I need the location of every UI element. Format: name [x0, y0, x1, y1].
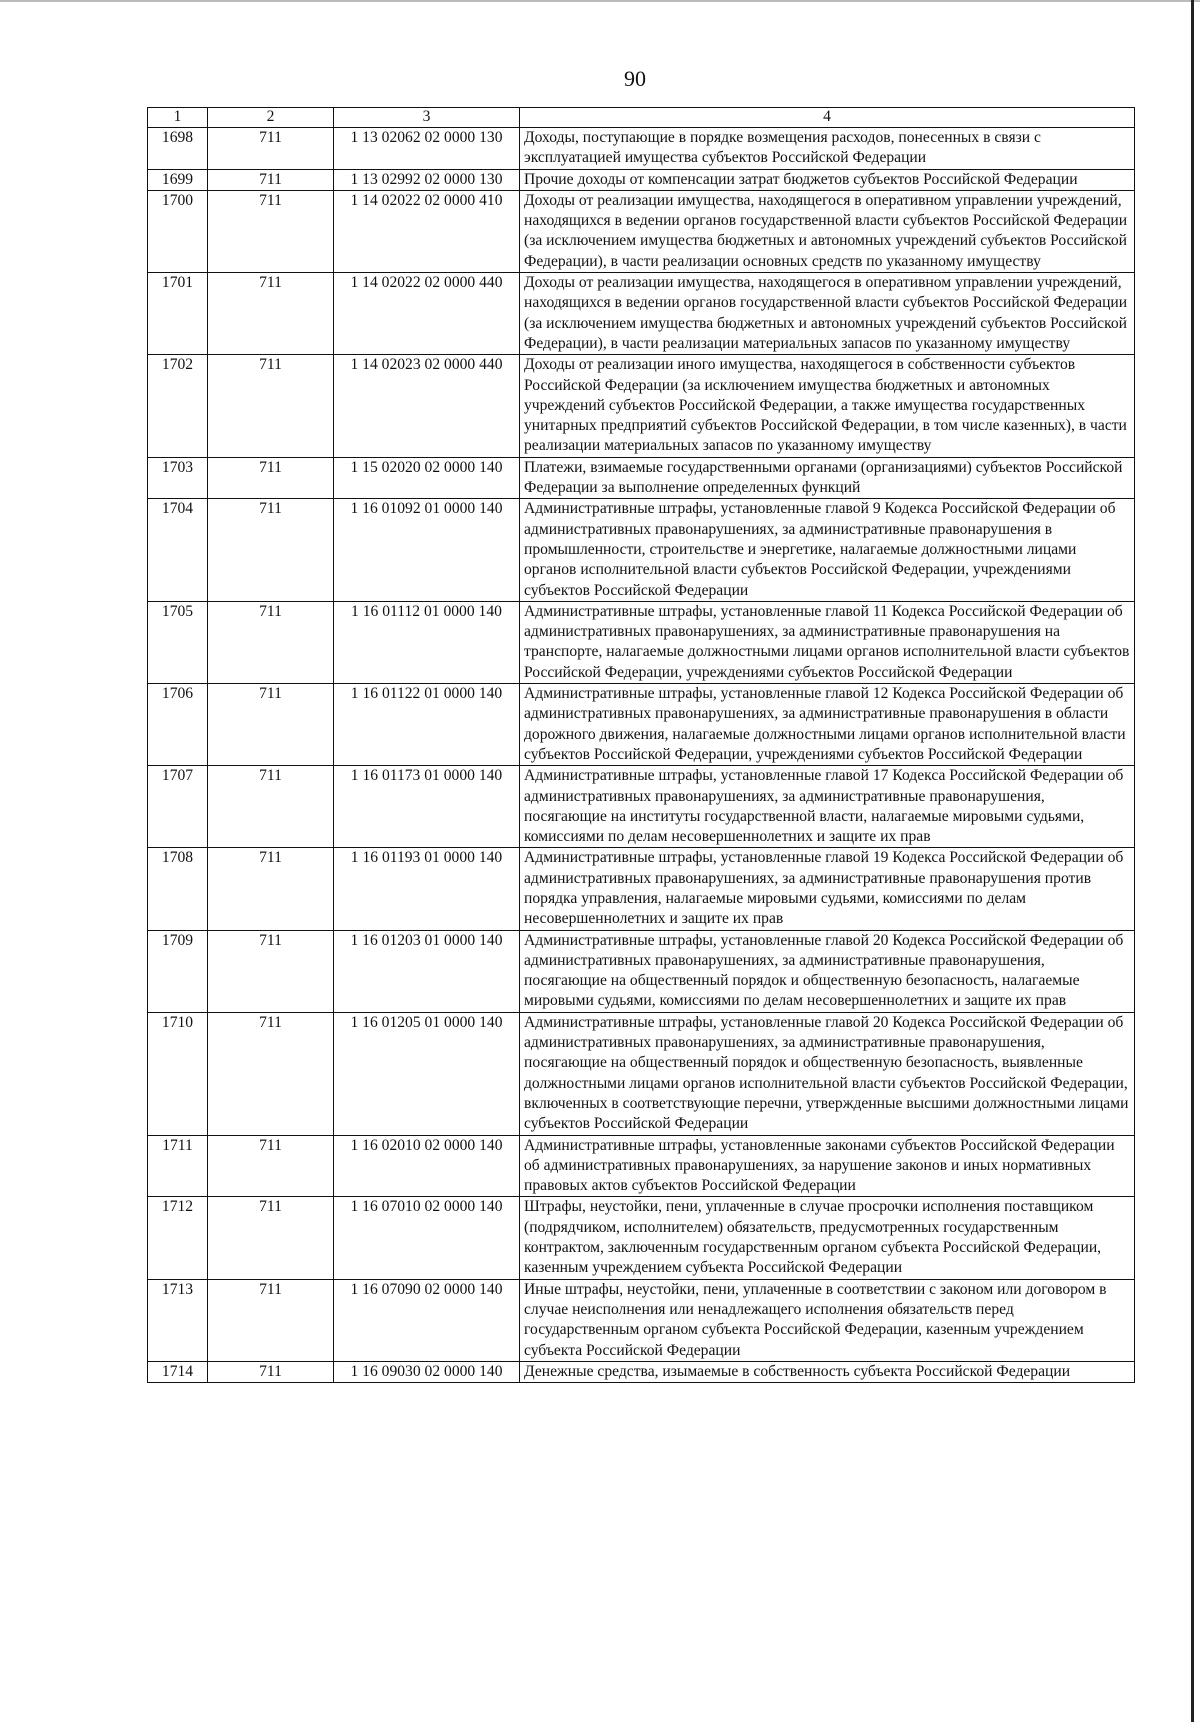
admin-code-cell: 711: [208, 930, 334, 1012]
description-cell: Административные штрафы, установленные главой 19 Кодекса Российской Федерации об административных правонарушениях, за административные правонарушения против порядка управления, налагаемые мировыми судьями, комиссиями по делам несовершеннолетних и защите их прав: [520, 848, 1135, 930]
admin-code-cell: 711: [208, 1279, 334, 1361]
budget-code-cell: 1 16 07090 02 0000 140: [334, 1279, 520, 1361]
table-row: [148, 190, 1135, 272]
row-number-cell: 1698: [148, 128, 208, 170]
row-number-cell: 1703: [148, 457, 208, 499]
admin-code-cell: 711: [208, 355, 334, 457]
budget-code-cell: 1 14 02022 02 0000 440: [334, 273, 520, 355]
admin-code-cell: 711: [208, 1197, 334, 1279]
table-row: [148, 848, 1135, 930]
column-header-2: 2: [208, 108, 334, 128]
admin-code-cell: 711: [208, 1135, 334, 1197]
admin-code-cell: 711: [208, 499, 334, 601]
description-cell: Административные штрафы, установленные главой 11 Кодекса Российской Федерации об административных правонарушениях, за административные правонарушения на транспорте, налагаемые должностными лицами органов исполнительной власти субъектов Российской Федерации, учреждениями субъектов Российской Федерации: [520, 601, 1135, 683]
description-cell: Административные штрафы, установленные главой 20 Кодекса Российской Федерации об административных правонарушениях, за административные правонарушения, посягающие на общественный порядок и общественную безопасность, выявленные должностными лицами органов исполнительной власти субъектов Российской Федерации, включенных в соответствующие перечни, утвержденные высшими должностными лицами субъектов Российской Федерации: [520, 1012, 1135, 1135]
row-number-cell: 1709: [148, 930, 208, 1012]
table-row: [148, 1279, 1135, 1361]
description-cell: Штрафы, неустойки, пени, уплаченные в случае просрочки исполнения поставщиком (подрядчиком, исполнителем) обязательств, предусмотренных государственным контрактом, заключенным государственным органом субъекта Российской Федерации, казенным учреждением субъекта Российской Федерации: [520, 1197, 1135, 1279]
table-row: [148, 766, 1135, 848]
budget-code-cell: 1 16 07010 02 0000 140: [334, 1197, 520, 1279]
admin-code-cell: 711: [208, 1361, 334, 1382]
column-header-3: 3: [334, 108, 520, 128]
budget-code-cell: 1 14 02022 02 0000 410: [334, 190, 520, 272]
admin-code-cell: 711: [208, 684, 334, 766]
budget-code-cell: 1 16 01193 01 0000 140: [334, 848, 520, 930]
admin-code-cell: 711: [208, 1012, 334, 1135]
revenue-codes-table: [147, 107, 1135, 1383]
description-cell: Доходы, поступающие в порядке возмещения расходов, понесенных в связи с эксплуатацией имущества субъектов Российской Федерации: [520, 128, 1135, 170]
table-row: [148, 273, 1135, 355]
admin-code-cell: 711: [208, 848, 334, 930]
admin-code-cell: 711: [208, 273, 334, 355]
row-number-cell: 1702: [148, 355, 208, 457]
table-row: [148, 1197, 1135, 1279]
description-cell: Административные штрафы, установленные главой 20 Кодекса Российской Федерации об административных правонарушениях, за административные правонарушения, посягающие на общественный порядок и общественную безопасность, налагаемые мировыми судьями, комиссиями по делам несовершеннолетних и защите их прав: [520, 930, 1135, 1012]
table-row: [148, 1012, 1135, 1135]
admin-code-cell: 711: [208, 457, 334, 499]
description-cell: Денежные средства, изымаемые в собственность субъекта Российской Федерации: [520, 1361, 1135, 1382]
row-number-cell: 1712: [148, 1197, 208, 1279]
row-number-cell: 1710: [148, 1012, 208, 1135]
column-header-4: 4: [520, 108, 1135, 128]
budget-code-cell: 1 14 02023 02 0000 440: [334, 355, 520, 457]
budget-code-cell: 1 16 01112 01 0000 140: [334, 601, 520, 683]
admin-code-cell: 711: [208, 128, 334, 170]
budget-code-cell: 1 16 09030 02 0000 140: [334, 1361, 520, 1382]
description-cell: Административные штрафы, установленные главой 17 Кодекса Российской Федерации об административных правонарушениях, за административные правонарушения, посягающие на институты государственной власти, налагаемые мировыми судьями, комиссиями по делам несовершеннолетних и защите их прав: [520, 766, 1135, 848]
description-cell: Платежи, взимаемые государственными органами (организациями) субъектов Российской Федерации за выполнение определенных функций: [520, 457, 1135, 499]
page-number: 90: [624, 66, 646, 91]
budget-code-cell: 1 16 01203 01 0000 140: [334, 930, 520, 1012]
row-number-cell: 1706: [148, 684, 208, 766]
admin-code-cell: 711: [208, 169, 334, 190]
row-number-cell: 1705: [148, 601, 208, 683]
budget-code-cell: 1 15 02020 02 0000 140: [334, 457, 520, 499]
budget-code-cell: 1 16 01122 01 0000 140: [334, 684, 520, 766]
table-row: [148, 355, 1135, 457]
description-cell: Доходы от реализации имущества, находящегося в оперативном управлении учреждений, находящихся в ведении органов государственной власти субъектов Российской Федерации (за исключением имущества бюджетных и автономных учреждений субъектов Российской Федерации), в части реализации материальных запасов по указанному имуществу: [520, 273, 1135, 355]
description-cell: Прочие доходы от компенсации затрат бюджетов субъектов Российской Федерации: [520, 169, 1135, 190]
scan-right-edge: [1191, 0, 1194, 1722]
budget-code-cell: 1 16 01092 01 0000 140: [334, 499, 520, 601]
budget-code-cell: 1 16 02010 02 0000 140: [334, 1135, 520, 1197]
row-number-cell: 1701: [148, 273, 208, 355]
admin-code-cell: 711: [208, 766, 334, 848]
table-header-row: [148, 108, 1135, 128]
row-number-cell: 1704: [148, 499, 208, 601]
budget-code-cell: 1 13 02992 02 0000 130: [334, 169, 520, 190]
row-number-cell: 1711: [148, 1135, 208, 1197]
row-number-cell: 1707: [148, 766, 208, 848]
description-cell: Административные штрафы, установленные законами субъектов Российской Федерации об административных правонарушениях, за нарушение законов и иных нормативных правовых актов субъектов Российской Федерации: [520, 1135, 1135, 1197]
row-number-cell: 1699: [148, 169, 208, 190]
column-header-1: 1: [148, 108, 208, 128]
table-row: [148, 457, 1135, 499]
admin-code-cell: 711: [208, 190, 334, 272]
description-cell: Иные штрафы, неустойки, пени, уплаченные в соответствии с законом или договором в случае неисполнения или ненадлежащего исполнения обязательств перед государственным органом субъекта Российской Федерации, казенным учреждением субъекта Российской Федерации: [520, 1279, 1135, 1361]
admin-code-cell: 711: [208, 601, 334, 683]
budget-code-cell: 1 16 01173 01 0000 140: [334, 766, 520, 848]
description-cell: Доходы от реализации имущества, находящегося в оперативном управлении учреждений, находящихся в ведении органов государственной власти субъектов Российской Федерации (за исключением имущества бюджетных и автономных учреждений субъектов Российской Федерации), в части реализации основных средств по указанному имуществу: [520, 190, 1135, 272]
description-cell: Доходы от реализации иного имущества, находящегося в собственности субъектов Российской Федерации (за исключением имущества бюджетных и автономных учреждений субъектов Российской Федерации, а также имущества государственных унитарных предприятий субъектов Российской Федерации, в том числе казенных), в части реализации материальных запасов по указанному имуществу: [520, 355, 1135, 457]
table-row: [148, 1361, 1135, 1382]
row-number-cell: 1700: [148, 190, 208, 272]
scan-top-edge: [0, 0, 1200, 2]
table-row: [148, 684, 1135, 766]
budget-code-cell: 1 13 02062 02 0000 130: [334, 128, 520, 170]
description-cell: Административные штрафы, установленные главой 9 Кодекса Российской Федерации об административных правонарушениях, за административные правонарушения в промышленности, строительстве и энергетике, налагаемые должностными лицами органов исполнительной власти субъектов Российской Федерации, учреждениями субъектов Российской Федерации: [520, 499, 1135, 601]
table-row: [148, 1135, 1135, 1197]
table-row: [148, 128, 1135, 170]
table-row: [148, 169, 1135, 190]
table-row: [148, 601, 1135, 683]
row-number-cell: 1713: [148, 1279, 208, 1361]
table-row: [148, 499, 1135, 601]
description-cell: Административные штрафы, установленные главой 12 Кодекса Российской Федерации об административных правонарушениях, за административные правонарушения в области дорожного движения, налагаемые должностными лицами органов исполнительной власти субъектов Российской Федерации, учреждениями субъектов Российской Федерации: [520, 684, 1135, 766]
table-row: [148, 930, 1135, 1012]
budget-code-cell: 1 16 01205 01 0000 140: [334, 1012, 520, 1135]
row-number-cell: 1714: [148, 1361, 208, 1382]
row-number-cell: 1708: [148, 848, 208, 930]
